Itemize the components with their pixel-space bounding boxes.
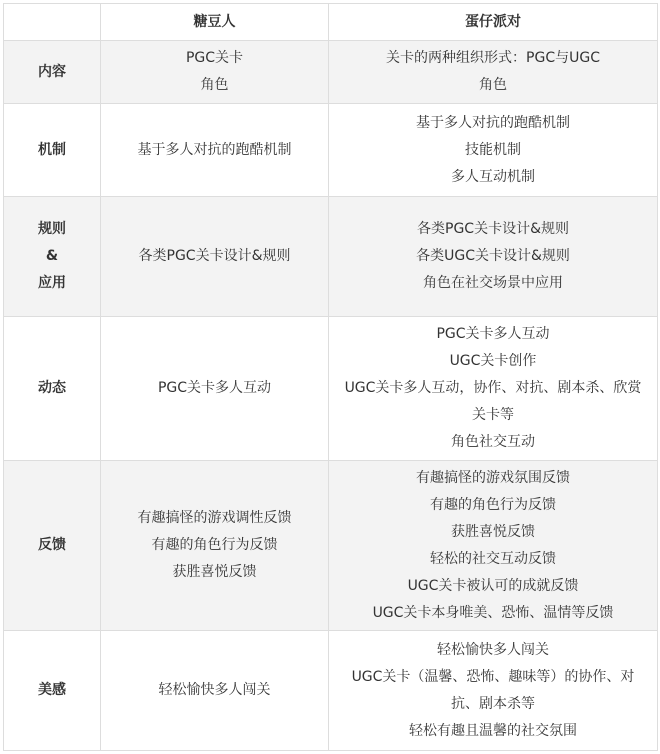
cell-tangdouren-aesthetics xyxy=(101,631,329,751)
cell-line: 轻松的社交互动反馈 xyxy=(430,550,556,567)
cell-danzaipaidui-mechanics xyxy=(329,104,658,197)
cell-line: 基于多人对抗的跑酷机制 xyxy=(416,114,570,131)
row-header-dynamics xyxy=(4,317,101,461)
cell-tangdouren-content xyxy=(101,41,329,104)
cell-line: 内容 xyxy=(38,63,66,80)
table-row-dynamics xyxy=(4,317,658,461)
cell-line: 有趣搞怪的游戏氛围反馈 xyxy=(416,469,570,486)
cell-danzaipaidui-dynamics xyxy=(329,317,658,461)
header-row xyxy=(4,4,658,41)
cell-line: 获胜喜悦反馈 xyxy=(451,523,535,540)
cell-tangdouren-mechanics xyxy=(101,104,329,197)
row-header-feedback xyxy=(4,461,101,631)
cell-tangdouren-rules-application xyxy=(101,197,329,317)
row-header-content xyxy=(4,41,101,104)
row-header-mechanics xyxy=(4,104,101,197)
table-row-feedback xyxy=(4,461,658,631)
comparison-table xyxy=(3,3,658,751)
cell-line: UGC关卡创作 xyxy=(449,353,537,369)
cell-line: 角色 xyxy=(479,77,507,93)
cell-line: UGC关卡（温馨、恐怖、趣味等）的协作、对 xyxy=(351,668,635,685)
cell-danzaipaidui-rules-application xyxy=(329,197,658,317)
cell-line: 各类PGC关卡设计&规则 xyxy=(417,221,569,237)
cell-line: 关卡的两种组织形式：PGC与UGC xyxy=(386,50,600,66)
cell-line: 机制 xyxy=(38,141,66,158)
cell-line: PGC关卡 xyxy=(185,50,244,66)
column-header-tangdouren: 糖豆人 xyxy=(101,4,329,41)
cell-line: 抗、剧本杀等 xyxy=(451,695,535,712)
table-row-rules-application xyxy=(4,197,658,317)
cell-line: 技能机制 xyxy=(465,141,521,158)
cell-line: & xyxy=(45,248,59,264)
cell-line: 各类UGC关卡设计&规则 xyxy=(416,248,570,264)
cell-line: 多人互动机制 xyxy=(451,168,535,185)
cell-line: 轻松愉快多人闯关 xyxy=(437,641,549,658)
cell-line: 轻松愉快多人闯关 xyxy=(158,682,271,698)
cell-line: 有趣的角色行为反馈 xyxy=(151,537,278,553)
cell-line: 有趣搞怪的游戏调性反馈 xyxy=(137,510,292,526)
column-header-danzaipaidui: 蛋仔派对 xyxy=(329,4,658,41)
table-row-content xyxy=(4,41,658,104)
cell-line: 各类PGC关卡设计&规则 xyxy=(138,248,291,264)
table-row-aesthetics xyxy=(4,631,658,751)
cell-line: 美感 xyxy=(38,682,66,698)
cell-line: 角色在社交场景中应用 xyxy=(423,275,563,291)
cell-line: 反馈 xyxy=(38,537,66,553)
cell-tangdouren-feedback xyxy=(101,461,329,631)
cell-line: 动态 xyxy=(38,380,66,396)
cell-danzaipaidui-feedback xyxy=(329,461,658,631)
cell-tangdouren-dynamics xyxy=(101,317,329,461)
cell-line: 应用 xyxy=(38,275,66,291)
cell-line: 角色社交互动 xyxy=(451,434,535,450)
cell-line: 角色 xyxy=(200,77,229,93)
row-header-rules-application xyxy=(4,197,101,317)
cell-line: UGC关卡本身唯美、恐怖、温情等反馈 xyxy=(372,604,614,621)
table-row-mechanics xyxy=(4,104,658,197)
cell-line: 基于多人对抗的跑酷机制 xyxy=(137,141,292,158)
cell-danzaipaidui-content xyxy=(329,41,658,104)
cell-line: 规则 xyxy=(38,221,66,237)
cell-line: UGC关卡被认可的成就反馈 xyxy=(407,577,579,594)
corner-cell xyxy=(4,4,101,41)
cell-danzaipaidui-aesthetics xyxy=(329,631,658,751)
cell-line: 轻松有趣且温馨的社交氛围 xyxy=(409,722,577,739)
cell-line: 获胜喜悦反馈 xyxy=(172,564,257,580)
row-header-aesthetics xyxy=(4,631,101,751)
cell-line: PGC关卡多人互动 xyxy=(157,380,272,396)
cell-line: PGC关卡多人互动 xyxy=(436,326,550,342)
cell-line: 有趣的角色行为反馈 xyxy=(430,496,556,513)
cell-line: 关卡等 xyxy=(472,407,514,423)
cell-line: UGC关卡多人互动，协作、对抗、剧本杀、欣赏 xyxy=(344,380,642,396)
